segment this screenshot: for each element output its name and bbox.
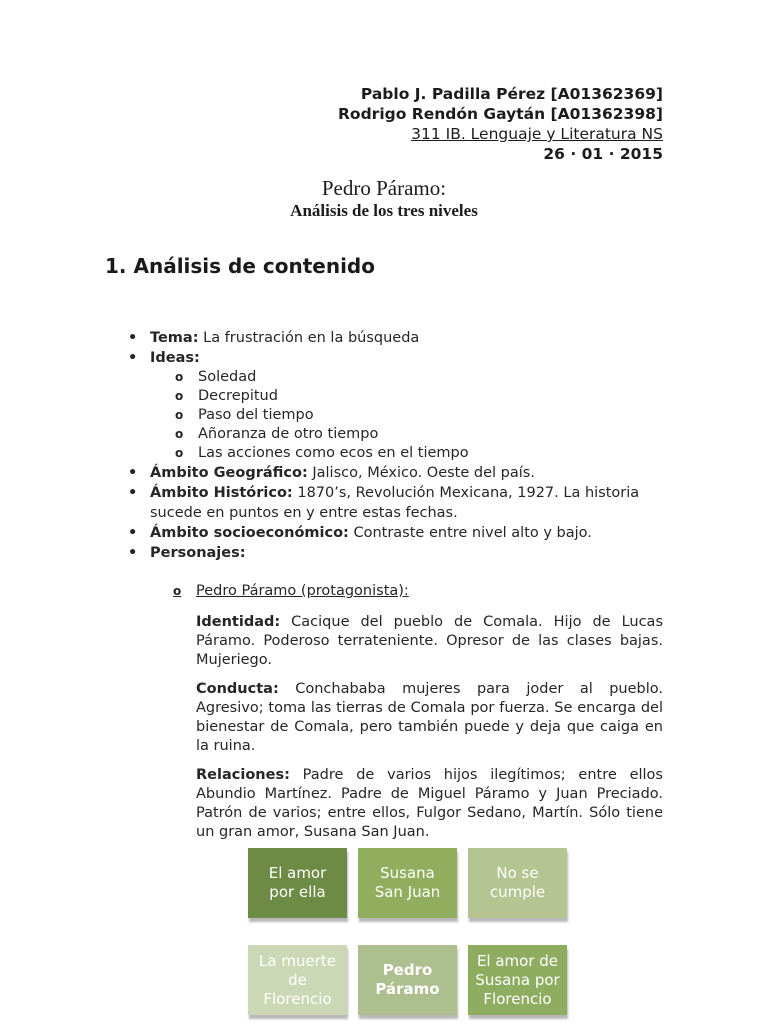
diagram-box-el-amor-por-ella: El amor por ella bbox=[248, 848, 347, 918]
document-header bbox=[105, 84, 663, 164]
personajes-label: Personajes: bbox=[150, 545, 246, 561]
conducta-label: Conducta: bbox=[196, 681, 279, 697]
conducta-paragraph bbox=[196, 680, 663, 756]
document-title bbox=[105, 176, 663, 221]
tema-label: Tema: bbox=[150, 330, 199, 346]
idea-text: Paso del tiempo bbox=[198, 407, 314, 423]
sub-bullet-icon: o bbox=[173, 584, 182, 598]
idea-text: Las acciones como ecos en el tiempo bbox=[198, 445, 469, 461]
bullet-ambito-socioeconomico bbox=[105, 523, 663, 543]
sub-bullet-icon: o bbox=[175, 408, 184, 422]
section-heading: 1. Análisis de contenido bbox=[105, 254, 375, 278]
bullet-icon: • bbox=[128, 465, 138, 481]
identidad-paragraph bbox=[196, 613, 663, 670]
author-line-2: Rodrigo Rendón Gaytán [A01362398] bbox=[338, 105, 663, 123]
title-line-1: Pedro Páramo: bbox=[321, 176, 447, 200]
diagram-box-pedro-paramo: Pedro Páramo bbox=[358, 945, 457, 1015]
conducta-text: Conchababa mujeres para joder al pueblo. Agresivo; toma las tierras de Comala por fuerza. Se encarga del bienestar de Comala, pero también puede y deja que caiga en la ruina. bbox=[196, 681, 663, 754]
sub-bullet-icon: o bbox=[175, 389, 184, 403]
bullet-tema bbox=[105, 328, 663, 348]
course-line: 311 IB. Lenguaje y Literatura NS bbox=[411, 125, 663, 143]
bullet-ambito-geografico bbox=[105, 463, 663, 483]
socio-text: Contraste entre nivel alto y bajo. bbox=[348, 525, 592, 541]
diagram-row-2 bbox=[248, 945, 570, 1015]
diagram-box-no-se-cumple: No se cumple bbox=[468, 848, 567, 918]
idea-text: Añoranza de otro tiempo bbox=[198, 426, 379, 442]
bullet-ambito-historico bbox=[105, 483, 663, 523]
sub-bullet-icon: o bbox=[175, 446, 184, 460]
bullet-icon: • bbox=[128, 545, 138, 561]
hist-label: Ámbito Histórico: bbox=[150, 485, 293, 501]
idea-item bbox=[105, 425, 663, 444]
relaciones-label: Relaciones: bbox=[196, 767, 290, 783]
title-line-2: Análisis de los tres niveles bbox=[290, 201, 478, 220]
idea-item bbox=[105, 368, 663, 387]
idea-item bbox=[105, 444, 663, 463]
bullet-icon: • bbox=[128, 350, 138, 366]
author-line-1: Pablo J. Padilla Pérez [A01362369] bbox=[360, 85, 663, 103]
diagram-box-susana-san-juan: Susana San Juan bbox=[358, 848, 457, 918]
bullet-icon: • bbox=[128, 485, 138, 501]
diagram-box-el-amor-de-susana: El amor de Susana por Florencio bbox=[468, 945, 567, 1015]
bullet-icon: • bbox=[128, 330, 138, 346]
geo-text: Jalisco, México. Oeste del país. bbox=[307, 465, 535, 481]
socio-label: Ámbito socioeconómico: bbox=[150, 525, 349, 541]
bullet-icon: • bbox=[128, 525, 138, 541]
relaciones-text: Padre de varios hijos ilegítimos; entre ellos Abundio Martínez. Padre de Miguel Páramo y Juan Preciado. Patrón de varios; entre ellos, Fulgor Sedano, Martín. Sólo tiene un gran amor, Susana San Juan. bbox=[196, 767, 663, 840]
idea-item bbox=[105, 387, 663, 406]
hist-text: 1870’s, Revolución Mexicana, 1927. La historia sucede en puntos en y entre estas fechas. bbox=[150, 485, 640, 521]
date-line: 26 · 01 · 2015 bbox=[543, 145, 663, 163]
idea-text: Decrepitud bbox=[198, 388, 278, 404]
diagram-row-1 bbox=[248, 848, 570, 918]
ideas-label: Ideas: bbox=[150, 350, 200, 366]
sub-bullet-icon: o bbox=[175, 427, 184, 441]
identidad-text: Cacique del pueblo de Comala. Hijo de Lucas Páramo. Poderoso terrateniente. Opresor de las clases bajas. Mujeriego. bbox=[196, 614, 663, 668]
bullet-list bbox=[105, 328, 663, 563]
sub-bullet-icon: o bbox=[175, 370, 184, 384]
idea-item bbox=[105, 406, 663, 425]
character-heading bbox=[105, 581, 663, 601]
relaciones-paragraph bbox=[196, 766, 663, 842]
geo-label: Ámbito Geográfico: bbox=[150, 465, 308, 481]
bullet-ideas bbox=[105, 348, 663, 368]
diagram-box-la-muerte-de-florencio: La muerte de Florencio bbox=[248, 945, 347, 1015]
bullet-personajes bbox=[105, 543, 663, 563]
tema-text: La frustración en la búsqueda bbox=[198, 330, 420, 346]
character-name: Pedro Páramo (protagonista): bbox=[196, 583, 409, 599]
identidad-label: Identidad: bbox=[196, 614, 281, 630]
idea-text: Soledad bbox=[198, 369, 257, 385]
smartart-diagram bbox=[248, 848, 570, 1015]
